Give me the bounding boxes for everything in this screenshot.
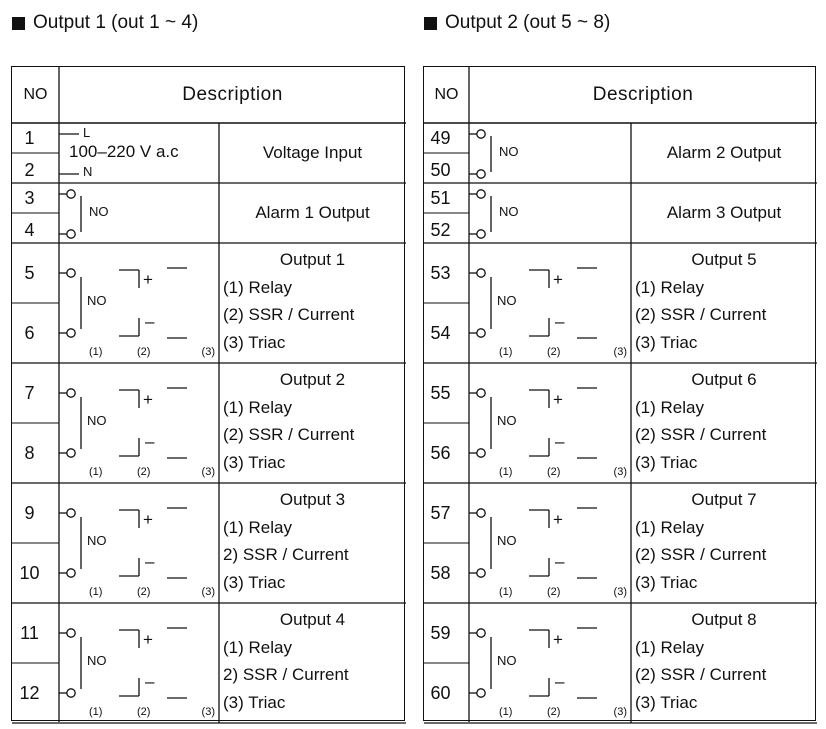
terminal-contact-icon (67, 190, 75, 198)
output-option: (3) Triac (223, 452, 286, 472)
output-option: (3) Triac (635, 452, 698, 472)
minus-sign: – (145, 432, 155, 451)
terminal-description: Voltage Input (262, 143, 363, 162)
mark-triac: (3) (613, 706, 627, 718)
terminal-contact-icon (477, 389, 485, 397)
terminal-contact-icon (477, 269, 485, 277)
terminal-contact-icon (477, 689, 485, 697)
line-label: L (83, 125, 91, 140)
mark-ssr: (2) (137, 586, 151, 598)
mark-relay: (1) (499, 346, 513, 358)
output-option: (2) SSR / Current (635, 665, 767, 684)
contact-type-label: NO (497, 413, 517, 428)
mark-ssr: (2) (137, 346, 151, 358)
output-option: (1) Relay (635, 397, 704, 417)
supply-voltage: 100–220 V a.c (69, 142, 179, 161)
wiring-lines (12, 67, 406, 722)
wiring-lines (424, 67, 817, 722)
mark-triac: (3) (613, 466, 627, 478)
mark-ssr: (2) (137, 466, 151, 478)
output-option: (1) Relay (223, 517, 292, 537)
mark-triac: (3) (613, 586, 627, 598)
heading-output-1-text: Output 1 (out 1 ~ 4) (33, 12, 199, 33)
contact-type-label: NO (89, 204, 109, 219)
terminal-number: 2 (24, 160, 35, 180)
mark-triac: (3) (201, 586, 215, 598)
terminal-contact-icon (477, 329, 485, 337)
terminal-contact-icon (477, 569, 485, 577)
header-no: NO (434, 86, 459, 103)
output-option: (2) SSR / Current (635, 545, 767, 564)
output-option: (3) Triac (635, 572, 698, 592)
terminal-number: 58 (430, 563, 451, 583)
terminal-number: 57 (430, 503, 451, 523)
header-description: Description (592, 84, 694, 105)
output-option: (1) Relay (635, 637, 704, 657)
terminal-number: 4 (24, 220, 35, 240)
output-title: Output 1 (279, 250, 346, 269)
terminal-number: 50 (430, 160, 451, 180)
terminal-contact-icon (67, 230, 75, 238)
mark-triac: (3) (201, 466, 215, 478)
terminal-number: 56 (430, 443, 451, 463)
contact-type-label: NO (87, 533, 107, 548)
terminal-number: 1 (24, 128, 35, 148)
output-option: (1) Relay (223, 277, 292, 297)
output-option: (2) SSR / Current (635, 425, 767, 444)
terminal-number: 6 (24, 323, 35, 343)
header-no: NO (23, 86, 48, 103)
header-description: Description (182, 84, 283, 105)
minus-sign: – (555, 432, 565, 451)
terminal-number: 10 (19, 563, 40, 583)
mark-relay: (1) (499, 586, 513, 598)
output-title: Output 3 (279, 490, 346, 509)
terminal-number: 9 (24, 503, 35, 523)
output-option: (3) Triac (223, 692, 286, 712)
heading-output-2 (424, 12, 610, 34)
terminal-contact-icon (477, 170, 485, 178)
plus-sign: + (553, 390, 563, 409)
terminal-contact-icon (477, 509, 485, 517)
terminal-contact-icon (477, 230, 485, 238)
heading-output-1 (12, 12, 198, 34)
terminal-contact-icon (67, 389, 75, 397)
neutral-label: N (83, 164, 93, 179)
output-option: (3) Triac (223, 332, 286, 352)
mark-relay: (1) (499, 706, 513, 718)
plus-sign: + (143, 390, 153, 409)
terminal-contact-icon (67, 449, 75, 457)
mark-triac: (3) (613, 346, 627, 358)
mark-relay: (1) (89, 706, 103, 718)
terminal-number: 54 (430, 323, 451, 343)
plus-sign: + (143, 270, 153, 289)
minus-sign: – (145, 672, 155, 691)
terminal-number: 11 (20, 623, 39, 643)
output-option: (2) SSR / Current (635, 305, 767, 324)
mark-relay: (1) (89, 586, 103, 598)
square-bullet-icon (12, 17, 25, 30)
terminal-number: 49 (430, 128, 451, 148)
terminal-number: 55 (430, 383, 451, 403)
output-option: (1) Relay (635, 277, 704, 297)
mark-triac: (3) (201, 346, 215, 358)
plus-sign: + (553, 270, 563, 289)
terminal-contact-icon (67, 269, 75, 277)
plus-sign: + (143, 510, 153, 529)
output-option: (1) Relay (223, 637, 292, 657)
contact-type-label: NO (497, 293, 517, 308)
output-title: Output 5 (691, 250, 757, 269)
mark-ssr: (2) (137, 706, 151, 718)
output-title: Output 8 (691, 610, 757, 629)
output-title: Output 4 (279, 610, 346, 629)
contact-type-label: NO (499, 144, 519, 159)
minus-sign: – (145, 312, 155, 331)
output-option: (1) Relay (635, 517, 704, 537)
terminal-table-output-2 (423, 66, 816, 721)
contact-type-label: NO (499, 204, 519, 219)
output-option: (3) Triac (635, 332, 698, 352)
output-option: (2) SSR / Current (223, 425, 355, 444)
contact-type-label: NO (497, 533, 517, 548)
terminal-description: Alarm 2 Output (666, 143, 782, 162)
output-title: Output 7 (691, 490, 757, 509)
mark-ssr: (2) (547, 346, 561, 358)
terminal-number: 5 (24, 263, 35, 283)
minus-sign: – (555, 552, 565, 571)
output-title: Output 2 (279, 370, 346, 389)
terminal-number: 51 (430, 188, 451, 208)
output-option: 2) SSR / Current (223, 545, 349, 564)
minus-sign: – (555, 312, 565, 331)
terminal-contact-icon (67, 569, 75, 577)
mark-ssr: (2) (547, 706, 561, 718)
minus-sign: – (145, 552, 155, 571)
terminal-table-output-1 (11, 66, 405, 721)
mark-ssr: (2) (547, 586, 561, 598)
output-option: (1) Relay (223, 397, 292, 417)
terminal-number: 8 (24, 443, 35, 463)
terminal-description: Alarm 3 Output (666, 203, 782, 222)
plus-sign: + (143, 630, 153, 649)
mark-ssr: (2) (547, 466, 561, 478)
output-option: (2) SSR / Current (223, 305, 355, 324)
contact-type-label: NO (87, 413, 107, 428)
mark-relay: (1) (499, 466, 513, 478)
output-option: (3) Triac (223, 572, 286, 592)
contact-type-label: NO (87, 653, 107, 668)
terminal-number: 52 (430, 220, 451, 240)
terminal-contact-icon (67, 329, 75, 337)
plus-sign: + (553, 630, 563, 649)
terminal-number: 7 (24, 383, 35, 403)
output-option: (3) Triac (635, 692, 698, 712)
mark-relay: (1) (89, 466, 103, 478)
terminal-number: 59 (430, 623, 451, 643)
terminal-number: 12 (19, 683, 40, 703)
terminal-contact-icon (67, 629, 75, 637)
terminal-contact-icon (67, 689, 75, 697)
terminal-number: 53 (430, 263, 451, 283)
square-bullet-icon (424, 17, 437, 30)
output-option: 2) SSR / Current (223, 665, 349, 684)
terminal-number: 60 (430, 683, 451, 703)
minus-sign: – (555, 672, 565, 691)
plus-sign: + (553, 510, 563, 529)
output-title: Output 6 (691, 370, 757, 389)
mark-triac: (3) (201, 706, 215, 718)
terminal-contact-icon (477, 629, 485, 637)
contact-type-label: NO (497, 653, 517, 668)
terminal-number: 3 (24, 188, 35, 208)
heading-output-2-text: Output 2 (out 5 ~ 8) (445, 12, 611, 33)
contact-type-label: NO (87, 293, 107, 308)
terminal-description: Alarm 1 Output (255, 203, 370, 222)
terminal-contact-icon (477, 130, 485, 138)
terminal-contact-icon (67, 509, 75, 517)
mark-relay: (1) (89, 346, 103, 358)
terminal-contact-icon (477, 449, 485, 457)
terminal-contact-icon (477, 190, 485, 198)
